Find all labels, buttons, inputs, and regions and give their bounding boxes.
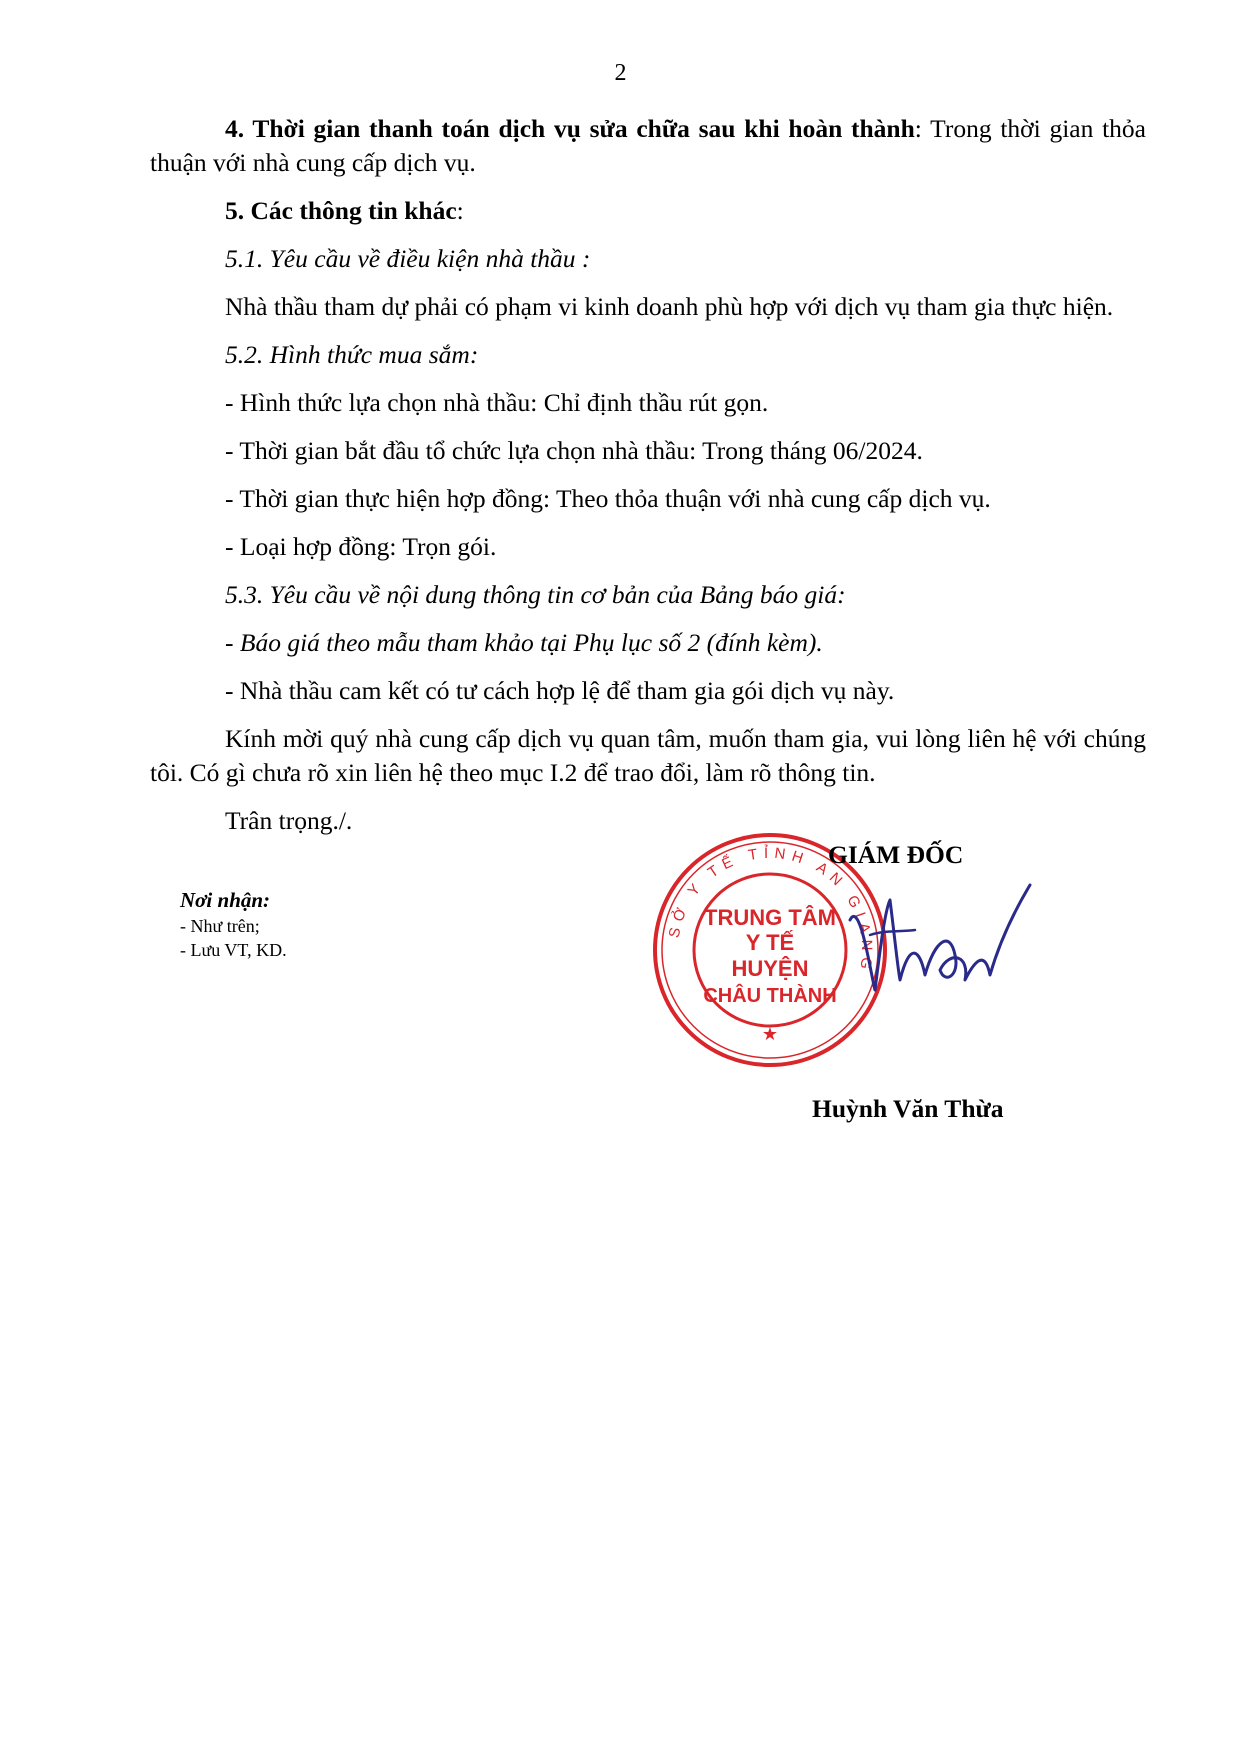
seal-line-1: TRUNG TÂM (704, 905, 836, 930)
signer-title: GIÁM ĐỐC (828, 840, 964, 869)
section-5-1-title: 5.1. Yêu cầu về điều kiện nhà thầu : (225, 244, 591, 273)
recipients-block (180, 888, 287, 962)
seal-ring-text: SỞ Y TẾ TỈNH AN GIANG (665, 844, 876, 977)
section-4-text: : Trong thời gian thỏa thuận với nhà cung cấp dịch vụ. (150, 114, 1146, 177)
recipient-item: - Như trên; (180, 916, 260, 936)
page-number: 2 (614, 60, 627, 86)
section-4-heading: 4. Thời gian thanh toán dịch vụ sửa chữa sau khi hoàn thành (225, 114, 915, 143)
list-item: - Hình thức lựa chọn nhà thầu: Chỉ định thầu rút gọn. (225, 388, 769, 417)
seal-line-4: CHÂU THÀNH (703, 985, 837, 1007)
section-4 (150, 112, 1146, 180)
seal-line-2: Y TẾ (745, 930, 795, 955)
signer-name: Huỳnh Văn Thừa (812, 1094, 1004, 1123)
section-5-heading-suffix: : (456, 196, 464, 225)
list-item: - Thời gian bắt đầu tổ chức lựa chọn nhà thầu: Trong tháng 06/2024. (225, 436, 923, 465)
list-item: - Loại hợp đồng: Trọn gói. (225, 532, 497, 561)
section-5-2-title: 5.2. Hình thức mua sắm: (225, 340, 479, 369)
invitation-text: Kính mời quý nhà cung cấp dịch vụ quan tâm, muốn tham gia, vui lòng liên hệ với chúng tôi. Có gì chưa rõ xin liên hệ theo mục I.2 để trao đổi, làm rõ thông tin. (150, 724, 1146, 787)
section-5-heading (150, 194, 1146, 228)
section-5-heading-text: 5. Các thông tin khác (225, 196, 457, 225)
section-5-1-text: Nhà thầu tham dự phải có phạm vi kinh doanh phù hợp với dịch vụ tham gia thực hiện. (225, 292, 1114, 321)
seal-line-3: HUYỆN (731, 956, 809, 981)
closing-text: Trân trọng./. (225, 806, 353, 835)
section-5-3-item-1: - Báo giá theo mẫu tham khảo tại Phụ lục số 2 (đính kèm). (225, 628, 823, 657)
star-icon: ★ (761, 1024, 779, 1044)
recipients-title: Nơi nhận: (180, 888, 271, 912)
section-5-3-title: 5.3. Yêu cầu về nội dung thông tin cơ bản của Bảng báo giá: (225, 580, 846, 609)
recipient-item: - Lưu VT, KD. (180, 940, 287, 960)
section-5-3-item-2: - Nhà thầu cam kết có tư cách hợp lệ để tham gia gói dịch vụ này. (225, 676, 895, 705)
handwritten-signature (840, 880, 1040, 1010)
list-item: - Thời gian thực hiện hợp đồng: Theo thỏa thuận với nhà cung cấp dịch vụ. (225, 484, 991, 513)
document-body (150, 112, 1146, 852)
